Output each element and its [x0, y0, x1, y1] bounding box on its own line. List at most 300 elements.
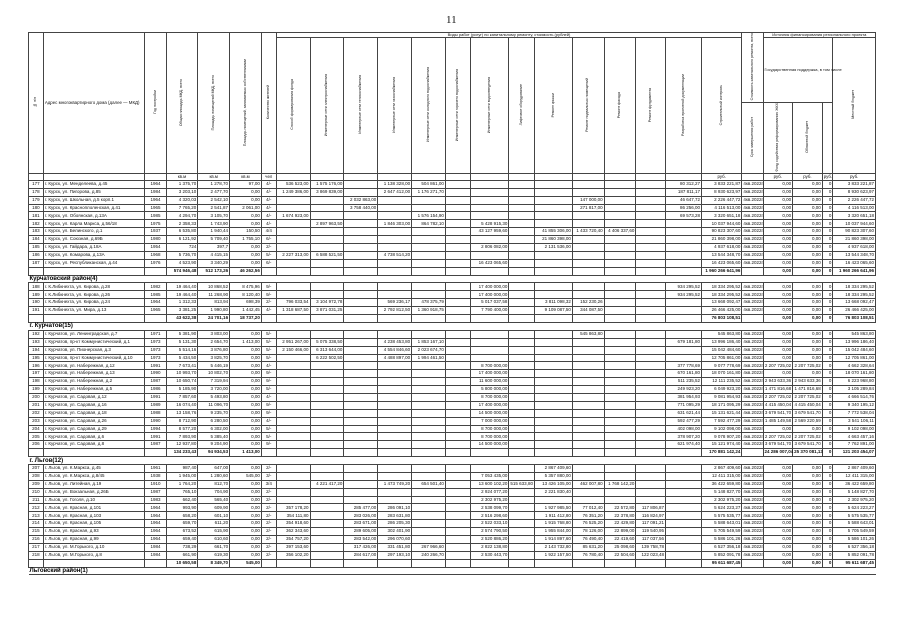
table-cell: 5 381,90	[166, 330, 198, 338]
table-cell: 0,00	[793, 291, 823, 299]
header-cell	[412, 38, 446, 174]
table-cell	[445, 464, 470, 472]
table-cell	[666, 346, 702, 354]
table-cell	[445, 488, 470, 496]
table-cell: 0	[822, 338, 833, 346]
total-cell	[471, 267, 509, 275]
table-cell	[604, 180, 636, 188]
table-cell: 283 671,00	[344, 520, 378, 528]
table-cell	[604, 291, 636, 299]
table-cell	[636, 488, 666, 496]
table-cell	[378, 393, 412, 401]
table-cell: 0,00	[763, 180, 793, 188]
table-cell: 0	[822, 188, 833, 196]
table-cell: 0	[822, 244, 833, 252]
table-cell: 3 825,70	[198, 354, 230, 362]
table-cell: 698,39	[230, 299, 262, 307]
table-cell	[509, 180, 534, 188]
table-row	[29, 386, 876, 394]
table-cell: 0,00	[763, 204, 793, 212]
header-cell	[534, 38, 572, 174]
table-cell	[445, 220, 470, 228]
table-cell: 545,00	[230, 472, 262, 480]
table-cell: г. Курчатов, ул. Набережная, д.5	[43, 386, 145, 394]
table-cell	[666, 330, 702, 338]
table-cell	[509, 354, 534, 362]
table-cell: 8 577,20	[166, 425, 198, 433]
table-cell	[344, 378, 378, 386]
total-cell: 134 233,43	[166, 449, 198, 457]
table-cell	[604, 393, 636, 401]
table-cell	[445, 346, 470, 354]
total-cell: 0	[822, 449, 833, 457]
table-cell: 4/-	[261, 362, 276, 370]
section-total-row	[29, 449, 876, 457]
table-cell	[509, 417, 534, 425]
table-cell: 2 522 033,10	[471, 520, 509, 528]
total-cell	[509, 315, 534, 323]
unit-cell	[471, 173, 509, 180]
table-cell: г. К.Либкнехта, ул. Кирова, д.28	[43, 283, 145, 291]
table-cell: 536 523,00	[276, 180, 310, 188]
table-cell: 1987	[145, 441, 166, 449]
table-row	[29, 472, 876, 480]
table-cell: 0,00	[793, 188, 823, 196]
section-total-row	[29, 559, 876, 567]
table-cell: 6/-	[261, 259, 276, 267]
table-cell: 3 833 221,87	[702, 180, 742, 188]
table-cell	[509, 307, 534, 315]
table-cell	[471, 212, 509, 220]
header-cell	[43, 33, 145, 174]
table-cell: 0,00	[763, 251, 793, 259]
table-cell	[344, 370, 378, 378]
table-cell: 1 768 142,20	[604, 480, 636, 488]
table-cell: г. Льгов, ул. Красная, д.105	[43, 520, 145, 528]
table-cell: 18 334 295,52	[833, 283, 876, 291]
table-cell	[378, 433, 412, 441]
table-cell: 206	[29, 441, 44, 449]
table-cell: 2/-	[261, 528, 276, 536]
table-cell	[509, 212, 534, 220]
table-cell: 1 945,00	[166, 472, 198, 480]
table-cell	[276, 244, 310, 252]
header-label: Площадь помещений, занимаемых собственниками	[242, 58, 247, 146]
table-cell: 354 757,20	[276, 535, 310, 543]
table-cell	[276, 236, 310, 244]
table-cell	[344, 283, 378, 291]
table-cell	[378, 259, 412, 267]
table-cell: 283 631,80	[378, 512, 412, 520]
table-cell	[572, 212, 604, 220]
table-cell	[509, 236, 534, 244]
table-cell: 4кв.2022г.	[742, 512, 763, 520]
header-cell	[471, 38, 509, 174]
table-cell: 1965	[145, 204, 166, 212]
table-cell: 10 868,52	[198, 283, 230, 291]
table-cell: 18 070 161,80	[702, 370, 742, 378]
table-cell: г. Льгов, ул. Красная, д.103	[43, 512, 145, 520]
total-cell	[378, 559, 412, 567]
total-cell	[29, 315, 44, 323]
table-cell: 6 535,80	[166, 228, 198, 236]
table-cell: 0,00	[230, 496, 262, 504]
total-cell	[445, 315, 470, 323]
total-cell	[310, 449, 344, 457]
table-cell: 2 806 082,00	[471, 244, 509, 252]
table-cell	[276, 393, 310, 401]
table-cell: 86 256,00	[666, 204, 702, 212]
table-cell: 3 320 651,18	[833, 212, 876, 220]
total-cell	[378, 267, 412, 275]
table-cell	[378, 401, 412, 409]
table-cell	[509, 370, 534, 378]
table-cell: 6/-	[261, 236, 276, 244]
total-cell: 1 960 266 641,96	[833, 267, 876, 275]
table-cell: 1 755,10	[230, 236, 262, 244]
table-cell: 1 576 154,90	[412, 212, 446, 220]
table-cell: 1983	[145, 496, 166, 504]
table-cell: 1 914 897,60	[534, 535, 572, 543]
total-cell	[572, 267, 604, 275]
table-cell: 8 712,90	[166, 417, 198, 425]
table-cell: 609,90	[198, 504, 230, 512]
unit-cell: чел	[261, 173, 276, 180]
table-cell: 2 207 725,02	[793, 433, 823, 441]
total-cell: 18 737,20	[230, 315, 262, 323]
table-cell	[534, 330, 572, 338]
total-cell	[276, 449, 310, 457]
table-cell: 13 426 105,00	[534, 480, 572, 488]
table-cell: 2 221 830,40	[534, 488, 572, 496]
table-cell: 5 148 827,70	[702, 488, 742, 496]
table-cell	[572, 362, 604, 370]
table-cell	[636, 283, 666, 291]
table-cell: 7 053 435,00	[471, 472, 509, 480]
header-label: Площадь помещений МКД, всего	[210, 74, 215, 130]
header-cell	[509, 38, 534, 174]
table-cell: 631 621,44	[666, 409, 702, 417]
table-cell	[412, 433, 446, 441]
table-cell: г. Курчатов, ул. Садовая, д.18	[43, 409, 145, 417]
unit-cell: руб.	[793, 173, 823, 180]
table-cell	[344, 354, 378, 362]
table-cell	[445, 528, 470, 536]
table-cell	[572, 346, 604, 354]
table-cell: 2 943 633,36	[763, 378, 793, 386]
header-cell	[793, 102, 823, 173]
table-cell: 4 937 618,00	[702, 244, 742, 252]
table-cell: г. Курчатов, ул. Набережная, д.13	[43, 370, 145, 378]
table-cell	[534, 204, 572, 212]
table-cell	[344, 228, 378, 236]
table-cell	[572, 409, 604, 417]
table-cell	[471, 180, 509, 188]
table-cell	[666, 520, 702, 528]
header-cell	[742, 33, 763, 103]
table-cell: 4/-	[261, 212, 276, 220]
table-cell	[276, 220, 310, 228]
table-cell	[509, 259, 534, 267]
table-row	[29, 512, 876, 520]
header-label: Ремонт подвальных помещений	[585, 77, 590, 132]
table-cell: 4 221 417,20	[310, 480, 344, 488]
table-cell: 0,00	[793, 180, 823, 188]
table-cell: 196	[29, 362, 44, 370]
table-cell	[604, 307, 636, 315]
table-cell: 4кв.2022г.	[742, 378, 763, 386]
section-total-row	[29, 267, 876, 275]
table-cell: 0,00	[793, 512, 823, 520]
table-cell: 4кв.2022г.	[742, 283, 763, 291]
total-cell: 8 349,70	[198, 559, 230, 567]
table-cell: г. Курск, ул. Карла Маркса, д.56/18	[43, 220, 145, 228]
table-cell: 659,40	[166, 535, 198, 543]
table-cell	[445, 520, 470, 528]
table-cell: 4кв.2022г.	[742, 259, 763, 267]
table-cell	[412, 291, 446, 299]
table-cell: 1985	[145, 291, 166, 299]
table-cell	[572, 472, 604, 480]
table-row	[29, 496, 876, 504]
table-cell: 0,00	[230, 543, 262, 551]
table-cell	[310, 283, 344, 291]
table-cell: 5 357 880,00	[534, 472, 572, 480]
table-cell	[534, 251, 572, 259]
table-cell	[572, 370, 604, 378]
table-cell	[445, 244, 470, 252]
table-cell: 0,00	[793, 504, 823, 512]
table-cell	[572, 283, 604, 291]
table-cell: 6 313 644,00	[310, 346, 344, 354]
table-cell: 402 098,00	[666, 425, 702, 433]
table-cell	[636, 409, 666, 417]
table-cell: 0,00	[763, 330, 793, 338]
table-cell	[572, 441, 604, 449]
header-label: Инженерные сети электроснабжения	[324, 73, 329, 136]
table-cell	[445, 401, 470, 409]
table-cell: 5 705 549,59	[833, 528, 876, 536]
unit-cell: кв.м	[198, 173, 230, 180]
table-cell	[509, 362, 534, 370]
table-cell: 3 679 541,70	[763, 409, 793, 417]
table-cell	[636, 220, 666, 228]
unit-cell	[378, 173, 412, 180]
table-cell: 189	[29, 291, 44, 299]
table-cell	[412, 520, 446, 528]
table-cell	[471, 196, 509, 204]
table-cell: 4кв.2022г.	[742, 188, 763, 196]
table-cell: 0,00	[230, 370, 262, 378]
table-cell: 152 230,26	[572, 299, 604, 307]
table-cell: 2/-	[261, 551, 276, 559]
table-cell: 0,00	[793, 244, 823, 252]
table-cell	[378, 496, 412, 504]
table-cell: 2 227 313,00	[276, 251, 310, 259]
table-cell: 1 433 720,40	[572, 228, 604, 236]
table-cell: 987,40	[166, 464, 198, 472]
table-cell	[344, 346, 378, 354]
table-cell: 0,00	[230, 401, 262, 409]
table-cell: 5 434,50	[166, 354, 198, 362]
table-cell: 4 415,15	[198, 251, 230, 259]
table-cell	[378, 228, 412, 236]
table-cell: 216	[29, 535, 44, 543]
table-row	[29, 488, 876, 496]
table-cell: 5/-	[261, 330, 276, 338]
table-cell: 1973	[145, 354, 166, 362]
table-cell	[534, 212, 572, 220]
table-cell: 5 588 643,01	[833, 520, 876, 528]
table-cell	[344, 464, 378, 472]
table-cell: 4/-	[261, 180, 276, 188]
total-cell: 76 803 108,51	[702, 315, 742, 323]
header-label: Ремонт фундамента	[647, 87, 652, 122]
table-cell: 5 586 101,26	[833, 535, 876, 543]
table-cell: 8 120,40	[230, 291, 262, 299]
total-cell	[310, 267, 344, 275]
table-cell: 0,00	[230, 512, 262, 520]
page-number: 11	[446, 14, 457, 26]
table-cell: 0	[822, 464, 833, 472]
total-cell	[445, 559, 470, 567]
total-cell	[344, 559, 378, 567]
table-cell	[604, 370, 636, 378]
table-cell: 5 709,40	[198, 236, 230, 244]
table-cell: 116 824,97	[636, 512, 666, 520]
table-cell: 10 993,70	[166, 370, 198, 378]
table-cell: 12 705 861,00	[702, 354, 742, 362]
table-cell: 117 806,87	[636, 504, 666, 512]
table-cell	[604, 386, 636, 394]
table-cell	[604, 464, 636, 472]
table-cell	[344, 236, 378, 244]
table-cell: г. Курск, ул. Менделеева, д.45	[43, 180, 145, 188]
table-cell	[344, 244, 378, 252]
table-cell: 139 758,78	[636, 543, 666, 551]
table-cell: 2 951 267,00	[276, 338, 310, 346]
table-cell	[666, 228, 702, 236]
table-cell: 4/-	[261, 188, 276, 196]
header-label: Количество жителей	[265, 85, 270, 120]
table-cell: 5 800 000,00	[471, 386, 509, 394]
table-cell	[445, 378, 470, 386]
table-cell: 2/-	[261, 496, 276, 504]
table-cell	[636, 307, 666, 315]
table-cell	[636, 212, 666, 220]
table-cell	[604, 330, 636, 338]
table-cell	[666, 472, 702, 480]
table-cell: 504 861,00	[412, 180, 446, 188]
table-cell: 1 318 687,50	[276, 307, 310, 315]
total-cell	[742, 267, 763, 275]
table-cell	[310, 386, 344, 394]
table-cell	[310, 472, 344, 480]
table-cell	[310, 488, 344, 496]
table-cell: 16 423 065,60	[702, 259, 742, 267]
table-cell: 4кв.2022г.	[742, 433, 763, 441]
table-row	[29, 370, 876, 378]
table-cell	[445, 433, 470, 441]
total-cell	[445, 449, 470, 457]
table-cell	[666, 528, 702, 536]
table-cell	[636, 441, 666, 449]
table-cell	[445, 251, 470, 259]
table-cell: 0,00	[763, 236, 793, 244]
table-cell: 18 334 295,52	[702, 283, 742, 291]
table-cell: 9 081 954,93	[702, 393, 742, 401]
table-cell: 13 668 092,47	[702, 299, 742, 307]
total-cell	[534, 267, 572, 275]
table-cell: 5/-	[261, 346, 276, 354]
table-cell: г. Курск, ул. Гайдара, д.18А	[43, 244, 145, 252]
table-cell	[666, 251, 702, 259]
table-cell	[276, 354, 310, 362]
table-cell	[509, 535, 534, 543]
table-cell: 1971	[145, 330, 166, 338]
total-cell	[378, 449, 412, 457]
table-cell: 0	[822, 354, 833, 362]
table-cell: 36 422 659,80	[702, 480, 742, 488]
table-cell	[572, 464, 604, 472]
table-cell: 0,00	[793, 496, 823, 504]
table-cell: 0,00	[793, 204, 823, 212]
table-cell	[572, 433, 604, 441]
table-cell: г. К.Либкнехта, ул. Кирова, д.24	[43, 299, 145, 307]
table-cell	[310, 417, 344, 425]
table-cell: 200	[29, 393, 44, 401]
table-cell: г. Льгов, ул. К.Маркса, д.8/45	[43, 472, 145, 480]
table-cell: 3 340,29	[198, 259, 230, 267]
table-cell: 212	[29, 504, 44, 512]
table-cell: 0	[822, 307, 833, 315]
table-cell: 5 588 643,01	[702, 520, 742, 528]
table-cell	[604, 196, 636, 204]
table-row	[29, 551, 876, 559]
table-cell	[310, 543, 344, 551]
table-cell: 0,00	[793, 236, 823, 244]
table-cell: 1910	[145, 480, 166, 488]
table-cell: 1 846 303,00	[378, 220, 412, 228]
table-cell	[509, 220, 534, 228]
table-cell: 1976	[145, 259, 166, 267]
table-cell	[276, 409, 310, 417]
table-cell: 184	[29, 236, 44, 244]
table-cell: 2 822 138,80	[471, 543, 509, 551]
table-cell	[445, 338, 470, 346]
table-cell: 207	[29, 464, 44, 472]
table-cell	[276, 204, 310, 212]
table-row	[29, 220, 876, 228]
table-cell: 0,00	[793, 338, 823, 346]
header-label: № п/п	[33, 97, 38, 108]
table-cell: 0	[822, 512, 833, 520]
table-row	[29, 204, 876, 212]
table-cell	[412, 236, 446, 244]
table-cell: 2 061,00	[230, 204, 262, 212]
table-cell	[445, 425, 470, 433]
total-cell	[310, 559, 344, 567]
table-cell	[378, 378, 412, 386]
table-cell: г. Льгов, ул. К.Маркса, д.45	[43, 464, 145, 472]
table-cell: 17 400 000,00	[471, 401, 509, 409]
table-cell: 3 679 541,70	[793, 441, 823, 449]
table-cell: 2 207 725,02	[763, 433, 793, 441]
table-cell	[666, 354, 702, 362]
table-cell	[604, 441, 636, 449]
table-cell	[378, 409, 412, 417]
table-cell: 0	[822, 236, 833, 244]
